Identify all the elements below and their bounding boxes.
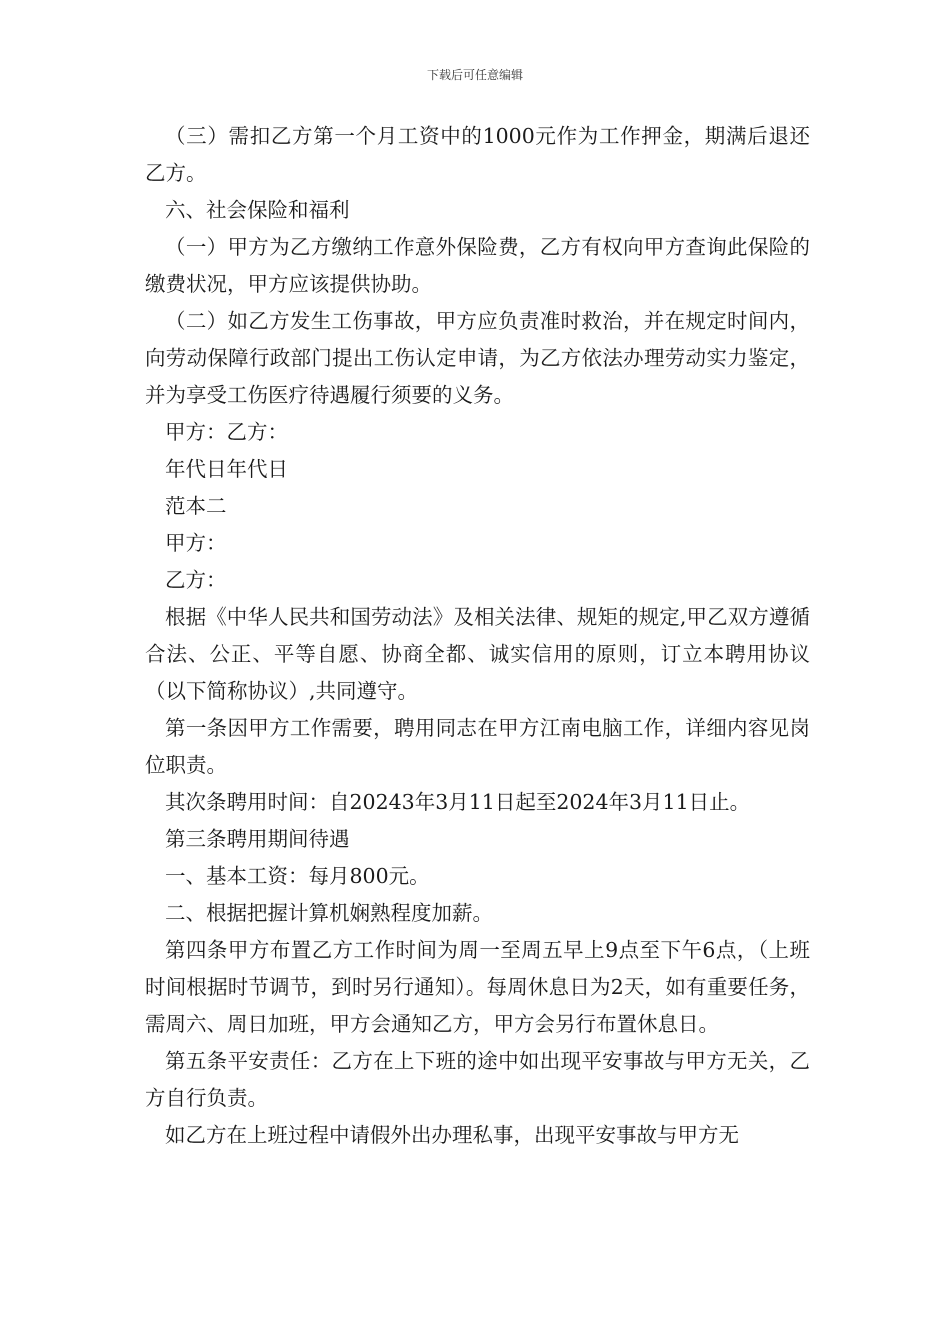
paragraph: 根据《中华人民共和国劳动法》及相关法律、规矩的规定,甲乙双方遵循合法、公正、平等自愿、协商全都、诚实信用的原则，订立本聘用协议（以下简称协议）,共同遵守。 <box>145 605 810 703</box>
paragraph: 一、基本工资：每月800元。 <box>165 864 430 888</box>
paragraph: 其次条聘用时间：自20243年3月11日起至2024年3月11日止。 <box>165 790 751 814</box>
paragraph: （一）甲方为乙方缴纳工作意外保险费，乙方有权向甲方查询此保险的缴费状况，甲方应该提供协助。 <box>145 235 810 296</box>
paragraph: （三）需扣乙方第一个月工资中的1000元作为工作押金，期满后退还乙方。 <box>145 124 810 185</box>
page-header: 下载后可任意编辑 <box>426 68 523 82</box>
paragraph: 第五条平安责任：乙方在上下班的途中如出现平安事故与甲方无关，乙方自行负责。 <box>145 1049 810 1110</box>
paragraph: 二、根据把握计算机娴熟程度加薪。 <box>165 901 493 925</box>
section-heading: 范本二 <box>165 494 227 518</box>
paragraph: （二）如乙方发生工伤事故，甲方应负责准时救治，并在规定时间内，向劳动保障行政部门提出工伤认定申请，为乙方依法办理劳动实力鉴定，并为享受工伤医疗待遇履行须要的义务。 <box>145 309 810 407</box>
document-body <box>145 118 810 1154</box>
paragraph: 如乙方在上班过程中请假外出办理私事，出现平安事故与甲方无 <box>165 1123 739 1147</box>
date-line: 年代日年代日 <box>165 457 288 481</box>
section-heading: 六、社会保险和福利 <box>165 198 350 222</box>
paragraph: 第四条甲方布置乙方工作时间为周一至周五早上9点至下午6点，（上班时间根据时节调节，到时另行通知）。每周休息日为2天，如有重要任务，需周六、周日加班，甲方会通知乙方，甲方会另行布置休息日。 <box>145 938 810 1036</box>
party-a-line: 甲方： <box>165 531 227 555</box>
paragraph: 第一条因甲方工作需要，聘用同志在甲方江南电脑工作，详细内容见岗位职责。 <box>145 716 810 777</box>
party-b-line: 乙方： <box>165 568 227 592</box>
section-heading: 第三条聘用期间待遇 <box>165 827 350 851</box>
signature-line: 甲方：乙方： <box>165 420 288 444</box>
